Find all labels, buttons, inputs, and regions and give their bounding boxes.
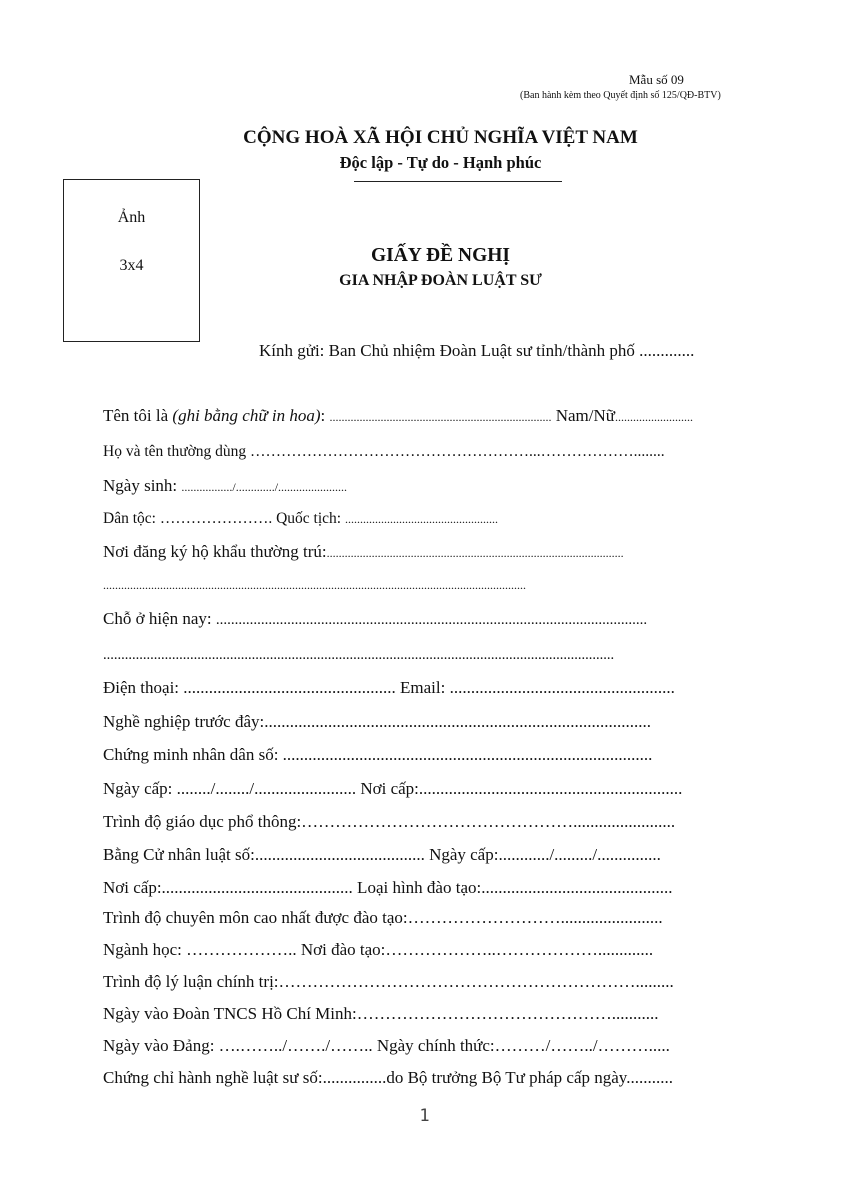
current-address-dots[interactable]: ...................................................................................................................	[215, 612, 648, 628]
form-note: (Ban hành kèm theo Quyết định số 125/QĐ-BTV)	[520, 90, 721, 101]
form-number: Mẫu số 09	[629, 72, 684, 87]
field-current-address-cont[interactable]	[103, 644, 614, 664]
gender-dots[interactable]: ..........................	[615, 410, 693, 424]
label-permanent-address: Nơi đăng ký hộ khẩu thường trú:	[103, 542, 327, 561]
field-common-name[interactable]: Họ và tên thường dùng ………………………………………………...………………........	[103, 443, 665, 460]
field-highest-qualification[interactable]: Trình độ chuyên môn cao nhất được đào tạo:………………………........................	[103, 908, 663, 927]
label-birth-date: Ngày sinh:	[103, 476, 182, 495]
field-law-degree[interactable]: Bằng Cử nhân luật số:........................................ Ngày cấp:............/........./...............	[103, 845, 661, 864]
motto-underline	[354, 181, 562, 182]
full-name-dots[interactable]: ..........................................................................	[329, 410, 552, 424]
document-subtitle: GIA NHẬP ĐOÀN LUẬT SƯ	[339, 272, 542, 289]
birth-date-dots[interactable]: ................./............./.......................	[181, 480, 348, 494]
permanent-address-dots[interactable]: ...................................................................................................	[326, 546, 624, 560]
photo-size: 3x4	[119, 257, 144, 274]
field-major[interactable]: Ngành học: ……………….. Nơi đào tạo:………………..……………….............	[103, 940, 654, 959]
field-previous-occupation[interactable]: Nghề nghiệp trước đây:...........................................................................................	[103, 712, 651, 731]
field-education[interactable]: Trình độ giáo dục phổ thông:…………………………………………........................	[103, 812, 676, 831]
field-id-issue[interactable]: Ngày cấp: ......../......../........................ Nơi cấp:..............................................................	[103, 779, 683, 798]
field-permanent-address[interactable]	[103, 542, 624, 562]
photo-label: Ảnh	[117, 209, 146, 226]
current-address-dots-2[interactable]: .............................................................................................................................................	[103, 647, 615, 663]
colon: :	[320, 406, 330, 425]
addressee: Kính gửi: Ban Chủ nhiệm Đoàn Luật sư tỉnh/thành phố .............	[259, 341, 695, 360]
field-current-address[interactable]	[103, 609, 647, 629]
field-id-number[interactable]: Chứng minh nhân dân số: .......................................................................................	[103, 745, 653, 764]
field-full-name[interactable]	[103, 406, 693, 426]
nationality-dots[interactable]: ...................................................	[344, 512, 498, 526]
field-political-theory[interactable]: Trình độ lý luận chính trị:……………………………………………………….........	[103, 972, 674, 991]
label-full-name-hint: (ghi bằng chữ in hoa)	[172, 406, 321, 425]
label-current-address: Chỗ ở hiện nay:	[103, 609, 216, 628]
document-title: GIẤY ĐỀ NGHỊ	[370, 245, 511, 266]
label-gender: Nam/Nữ	[551, 406, 615, 425]
field-ethnicity-nationality[interactable]	[103, 510, 498, 528]
field-lawyer-certificate[interactable]: Chứng chỉ hành nghề luật sư số:...............do Bộ trưởng Bộ Tư pháp cấp ngày...........	[103, 1068, 673, 1087]
field-party-date[interactable]: Ngày vào Đảng: ….……../……./…….. Ngày chính thức:………/……../……….....	[103, 1036, 670, 1055]
field-birth-date[interactable]	[103, 476, 347, 496]
page-number: 1	[419, 1106, 430, 1126]
field-permanent-address-cont[interactable]	[103, 574, 526, 594]
permanent-address-dots-2[interactable]: .............................................................................................................................................	[103, 578, 526, 592]
nation-heading: CỘNG HOÀ XÃ HỘI CHỦ NGHĨA VIỆT NAM	[243, 127, 638, 148]
field-youth-union-date[interactable]: Ngày vào Đoàn TNCS Hồ Chí Minh:………………………………………...........	[103, 1004, 659, 1023]
field-phone-email[interactable]: Điện thoại: .................................................. Email: .....................................................	[103, 678, 675, 697]
label-ethnicity-nationality: Dân tộc: …………………. Quốc tịch:	[103, 510, 345, 527]
label-full-name: Tên tôi là	[103, 406, 173, 425]
motto: Độc lập - Tự do - Hạnh phúc	[339, 153, 542, 172]
field-degree-issue[interactable]: Nơi cấp:............................................. Loại hình đào tạo:.............................................	[103, 878, 673, 897]
